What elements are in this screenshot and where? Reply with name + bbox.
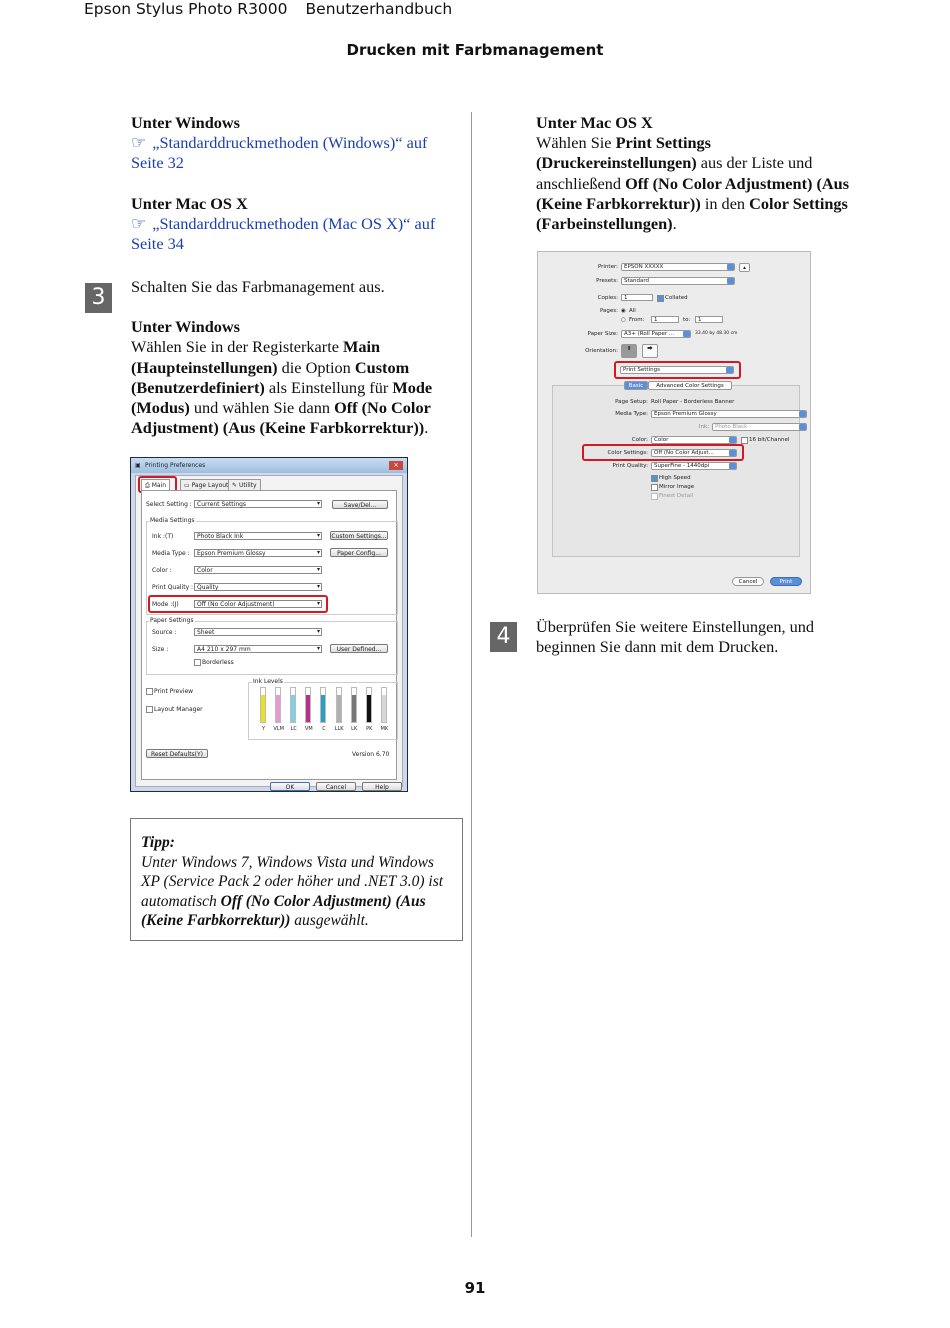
portrait-orientation-icon[interactable]: ⬆ (621, 344, 637, 358)
ink-level-bar (320, 687, 326, 723)
tip-title: Tipp: (141, 834, 175, 851)
color-label: Color : (152, 567, 172, 574)
ink-level-bar (336, 687, 342, 723)
presets-label: Presets: (596, 278, 618, 284)
borderless-checkbox[interactable] (194, 659, 201, 666)
heading-macos: Unter Mac OS X (131, 193, 248, 213)
link-windows-methods[interactable]: „Standarddruckmethoden (Windows)“ auf (152, 133, 428, 153)
print-button[interactable]: Print (770, 577, 802, 586)
left-column-top (131, 113, 466, 254)
ink-level-bar (290, 687, 296, 723)
ink-dropdown[interactable]: Photo Black Ink ▾ (194, 532, 322, 540)
printer-label: Printer: (597, 264, 618, 270)
high-speed-label: High Speed (659, 475, 691, 481)
layout-manager-label: Layout Manager (154, 706, 203, 713)
tab-main[interactable]: ⎙ Main (141, 479, 170, 492)
print-quality-popup[interactable]: SuperFine - 1440dpi (651, 462, 737, 470)
size-label: Size : (152, 646, 169, 653)
16bit-label: 16 bit/Channel (749, 437, 790, 443)
main-tab-panel (141, 490, 397, 780)
from-field[interactable]: 1 (651, 316, 679, 323)
finest-detail-checkbox[interactable] (651, 493, 658, 500)
heading-macos-right: Unter Mac OS X (536, 113, 653, 132)
ink-level-bar (351, 687, 357, 723)
paper-size-dimensions: 33.40 by 48.30 cm (695, 331, 738, 336)
print-quality-dropdown[interactable]: Quality ▾ (194, 583, 322, 591)
to-field[interactable]: 1 (695, 316, 723, 323)
tip-box: Tipp: Unter Windows 7, Windows Vista und Windows XP (Service Pack 2 oder höher und .NET 3.0) ist automatisch Off (No Color Adjustment) (Aus (Keine Farbkorrektur)) ausgewählt. (130, 818, 463, 941)
column-divider (471, 112, 472, 1237)
pages-label: Pages: (599, 308, 618, 314)
save-del-button[interactable]: Save/Del... (332, 500, 388, 509)
ink-level-fill (367, 695, 371, 722)
copies-label: Copies: (597, 295, 618, 301)
media-type-label: Media Type: (615, 411, 648, 417)
ink-level-label: Y (262, 726, 266, 732)
all-radio[interactable]: ◉ (621, 308, 626, 314)
ink-level-bar (260, 687, 266, 723)
windows-printing-preferences-dialog (130, 457, 408, 792)
color-dropdown[interactable]: Color ▾ (194, 566, 322, 574)
step-4-line: beginnen Sie dann mit dem Drucken. (536, 637, 779, 657)
ink-level-label: VM (305, 726, 313, 732)
mirror-image-checkbox[interactable] (651, 484, 658, 491)
ink-popup[interactable]: Photo Black (712, 423, 807, 431)
ink-level-fill (291, 695, 295, 722)
media-type-popup[interactable]: Epson Premium Glossy (651, 410, 807, 418)
highlight-color-settings (582, 444, 744, 461)
from-label: From: (629, 317, 645, 323)
link-mac-page[interactable]: Seite 34 (131, 234, 184, 254)
heading-windows: Unter Windows (131, 113, 241, 132)
ink-level-fill (321, 695, 325, 722)
page-setup-label: Page Setup: (615, 399, 648, 405)
dialog-body (135, 475, 403, 791)
ink-level-label: VLM (273, 726, 284, 732)
ink-level-bar (305, 687, 311, 723)
all-label: All (629, 308, 636, 314)
ink-level-bar (275, 687, 281, 723)
user-defined-button[interactable]: User Defined... (330, 644, 388, 653)
layout-manager-checkbox[interactable] (146, 706, 153, 713)
right-column-text: Unter Mac OS X Wählen Sie Print Settings (Druckereinstellungen) aus der Liste und anschließend Off (No Color Adjustment) (Aus (Keine Farbkorrektur)) in den Color Settings (Farbeinstellungen). (536, 113, 850, 234)
reset-defaults-button[interactable]: Reset Defaults(Y) (146, 749, 208, 758)
link-mac-methods[interactable]: „Standarddruckmethoden (Mac OS X)“ auf (152, 213, 436, 233)
paper-size-label: Paper Size: (587, 331, 618, 337)
tab-page-layout[interactable]: ▭ Page Layout (180, 479, 232, 492)
printer-icon: ▣ (135, 462, 141, 469)
ink-level-fill (382, 695, 386, 722)
mirror-image-label: Mirror Image (659, 484, 695, 490)
dialog-titlebar (131, 458, 407, 473)
borderless-label: Borderless (202, 659, 234, 666)
ink-level-label: C (322, 726, 326, 732)
tip-line: Unter Windows 7, Windows Vista und Windows (141, 853, 434, 871)
step-4-text (536, 617, 876, 657)
hand-pointer-icon: ☞ (131, 133, 147, 154)
high-speed-checkbox[interactable] (651, 475, 658, 482)
manual-name: Benutzerhandbuch (305, 0, 453, 18)
product-name: Epson Stylus Photo R3000 (84, 0, 288, 18)
color-label: Color: (631, 437, 648, 443)
ink-level-label: LK (351, 726, 358, 732)
ink-level-label: PK (366, 726, 373, 732)
print-quality-label: Print Quality : (152, 584, 194, 591)
ink-level-labels (256, 726, 392, 734)
page-setup-value: Roll Paper - Borderless Banner (651, 399, 735, 405)
ink-level-bars (256, 687, 392, 723)
tab-advanced-color-settings[interactable]: Advanced Color Settings (648, 381, 732, 390)
mac-print-dialog (537, 251, 811, 594)
ok-button[interactable]: OK (270, 782, 310, 791)
paper-size-popup[interactable]: A3+ (Roll Paper ... (621, 330, 691, 338)
ink-level-fill (261, 695, 265, 722)
section-title: Drucken mit Farbmanagement (346, 41, 604, 59)
ink-level-fill (276, 695, 280, 722)
print-settings-panel (552, 385, 800, 557)
ink-level-label: LC (290, 726, 297, 732)
ink-level-label: LLK (334, 726, 344, 732)
source-dropdown[interactable]: Sheet ▾ (194, 628, 322, 636)
size-dropdown[interactable]: A4 210 x 297 mm ▾ (194, 645, 322, 653)
panel-popup[interactable]: Print Settings (620, 366, 734, 374)
print-preview-checkbox[interactable] (146, 688, 153, 695)
16bit-checkbox[interactable] (741, 437, 748, 444)
mode-dropdown[interactable]: Off (No Color Adjustment) ▾ (194, 600, 322, 608)
media-type-label: Media Type : (152, 550, 190, 557)
print-quality-label: Print Quality: (612, 463, 648, 469)
presets-popup[interactable]: Standard (621, 277, 735, 285)
ink-level-bar (381, 687, 387, 723)
highlight-mode (148, 595, 328, 613)
printer-popup[interactable]: EPSON XXXXX (621, 263, 735, 271)
custom-settings-button[interactable]: Custom Settings... (331, 533, 387, 540)
dialog-title: Printing Preferences (145, 462, 206, 469)
ink-level-fill (306, 695, 310, 722)
help-button[interactable]: Help (362, 782, 402, 791)
finest-detail-label: Finest Detail (659, 493, 694, 499)
mode-label: Mode :(J) (152, 601, 179, 608)
collated-checkbox[interactable] (657, 295, 664, 302)
select-setting-label: Select Setting : (146, 501, 192, 508)
from-radio[interactable]: ○ (621, 317, 626, 323)
color-settings-popup[interactable]: Off (No Color Adjust... (651, 449, 737, 457)
ink-level-label: MK (380, 726, 389, 732)
disclosure-icon[interactable]: ▴ (739, 263, 750, 272)
media-settings-label: Media Settings (150, 517, 195, 524)
step-number-4: 4 (490, 622, 517, 652)
cancel-button[interactable]: Cancel (316, 782, 356, 791)
ink-label: Ink :(T) (152, 533, 174, 540)
highlight-print-settings (614, 361, 741, 379)
landscape-orientation-icon[interactable]: ⮕ (642, 344, 658, 358)
version-label: Version 6.70 (352, 751, 390, 758)
ink-level-fill (352, 695, 356, 722)
cancel-button[interactable]: Cancel (732, 577, 764, 586)
tab-basic[interactable]: Basic (624, 381, 648, 390)
ink-level-fill (337, 695, 341, 722)
link-windows-page[interactable]: Seite 32 (131, 153, 184, 173)
step-number-3: 3 (85, 283, 112, 313)
paper-config-button[interactable]: Paper Config... (330, 548, 388, 557)
hand-pointer-icon: ☞ (131, 213, 147, 234)
page-number: 91 (464, 1279, 486, 1297)
step-3-windows-heading: Unter Windows (131, 317, 241, 337)
media-type-dropdown[interactable]: Epson Premium Glossy ▾ (194, 549, 322, 557)
step-3-instruction: Schalten Sie das Farbmanagement aus. (131, 277, 385, 296)
collated-label: Collated (665, 295, 688, 301)
print-preview-label: Print Preview (154, 688, 194, 695)
tab-utility[interactable]: ✎ Utility (228, 479, 261, 492)
orientation-label: Orientation: (585, 348, 618, 354)
paper-settings-label: Paper Settings (150, 617, 194, 624)
copies-field[interactable]: 1 (621, 294, 653, 301)
to-label: to: (683, 317, 691, 323)
running-header (84, 0, 470, 18)
ink-levels-label: Ink Levels (253, 678, 283, 685)
select-setting-dropdown[interactable]: Current Settings ▾ (194, 500, 322, 508)
color-settings-label: Color Settings: (607, 450, 648, 456)
tip-line: XP (Service Pack 2 oder höher und .NET 3.0) ist (141, 873, 444, 890)
source-label: Source : (152, 629, 177, 636)
step-3-text: Schalten Sie das Farbmanagement aus. Unter Windows Wählen Sie in der Registerkarte Main (Haupteinstellungen) die Option Custom (Benutzerdefiniert) als Einstellung für Mode (Modus) und wählen Sie dann Off (No Color Adjustment) (Aus (Keine Farbkorrektur)). (131, 277, 466, 438)
ink-label: Ink: (698, 424, 709, 430)
step-4-line: Überprüfen Sie weitere Einstellungen, und (536, 617, 815, 636)
ink-level-bar (366, 687, 372, 723)
close-icon[interactable]: × (389, 461, 403, 470)
color-popup[interactable]: Color (651, 436, 737, 444)
